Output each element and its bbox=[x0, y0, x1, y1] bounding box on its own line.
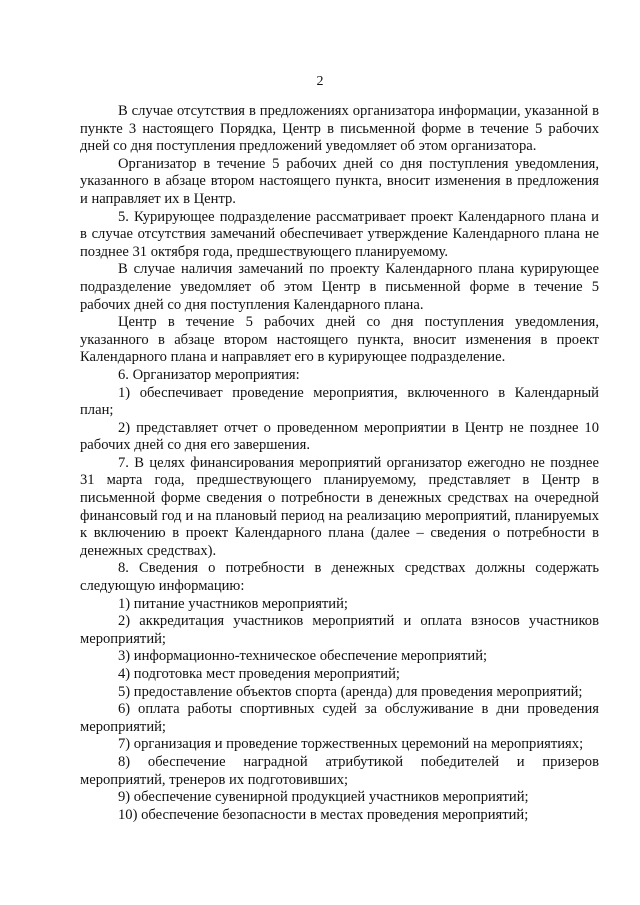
list-item-8-7: 7) организация и проведение торжественных церемоний на мероприятиях; bbox=[118, 736, 584, 753]
page-number: 2 bbox=[316, 74, 324, 89]
list-item-6-2: 2) представляет отчет о проведенном мероприятии в Центр не позднее 10 рабочих дней со дня его завершения. bbox=[80, 419, 599, 454]
paragraph-absence-info: В случае отсутствия в предложениях организатора информации, указанной в пункте 3 настоящего Порядка, Центр в письменной форме в течение 5 рабочих дней со дня поступления предложений уведомляет об этом организатора. bbox=[80, 103, 599, 155]
list-item-8-3: 3) информационно-техническое обеспечение мероприятий; bbox=[118, 648, 488, 665]
list-item-8-1: 1) питание участников мероприятий; bbox=[118, 595, 348, 612]
paragraph-item-6: 6. Организатор мероприятия: bbox=[118, 366, 300, 383]
paragraph-remarks: В случае наличия замечаний по проекту Календарного плана курирующее подразделение уведомляет об этом Центр в письменной форме в течение 5 рабочих дней со дня поступления Календарного плана. bbox=[80, 261, 599, 313]
list-item-8-6: 6) оплата работы спортивных судей за обслуживание в дни проведения мероприятий; bbox=[80, 701, 599, 735]
list-item-8-9: 9) обеспечение сувенирной продукцией участников мероприятий; bbox=[118, 789, 529, 806]
paragraph-item-5: 5. Курирующее подразделение рассматривает проект Календарного плана и в случае отсутствия замечаний обеспечивает утверждение Календарного плана не позднее 31 октября года, предшествующего планируемому. bbox=[80, 208, 599, 260]
paragraph-item-7: 7. В целях финансирования мероприятий организатор ежегодно не позднее 31 марта года, предшествующего планируемому, представляет в Центр в письменной форме сведения о потребности в денежных средствах на очередной финансовый год и на плановый период на реализацию мероприятий, планируемых к включению в проект Календарного плана (далее – сведения о потребности в денежных средствах). bbox=[80, 454, 599, 559]
list-item-8-10: 10) обеспечение безопасности в местах проведения мероприятий; bbox=[118, 806, 529, 823]
paragraph-item-8: 8. Сведения о потребности в денежных средствах должны содержать следующую информацию: bbox=[80, 560, 599, 595]
list-item-8-5: 5) предоставление объектов спорта (аренда) для проведения мероприятий; bbox=[118, 683, 583, 700]
paragraph-center-changes: Центр в течение 5 рабочих дней со дня поступления уведомления, указанного в абзаце втором настоящего пункта, вносит изменения в проект Календарного плана и направляет его в курирующее подразделение. bbox=[80, 314, 599, 366]
list-item-6-1: 1) обеспечивает проведение мероприятия, включенного в Календарный план; bbox=[80, 384, 599, 419]
paragraph-organizer-changes: Организатор в течение 5 рабочих дней со дня поступления уведомления, указанного в абзаце втором настоящего пункта, вносит изменения в предложения и направляет их в Центр. bbox=[80, 155, 599, 207]
list-item-8-4: 4) подготовка мест проведения мероприятий; bbox=[118, 666, 400, 682]
list-item-8-2: 2) аккредитация участников мероприятий и оплата взносов участников мероприятий; bbox=[80, 613, 599, 647]
list-item-8-8: 8) обеспечение наградной атрибутикой победителей и призеров мероприятий, тренеров их подготовивших; bbox=[80, 753, 599, 788]
document-body bbox=[80, 103, 599, 824]
